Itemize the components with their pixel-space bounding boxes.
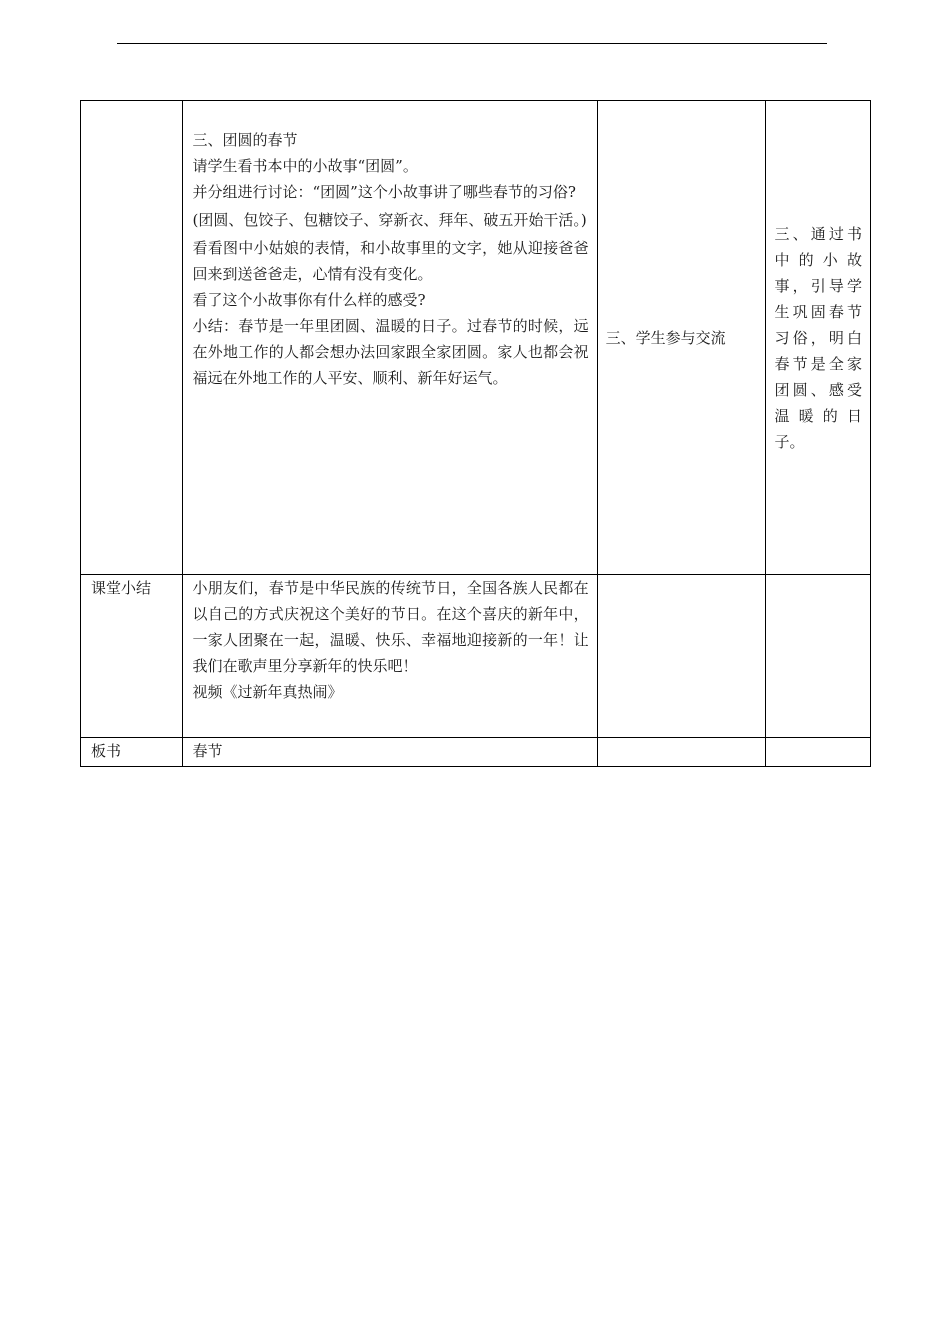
summary-text: 小朋友们，春节是中华民族的传统节日，全国各族人民都在以自己的方式庆祝这个美好的节日。在这个喜庆的新年中，一家人团聚在一起，温暖、快乐、幸福地迎接新的一年！让我们在歌声里分享新年的快乐吧！	[192, 579, 589, 675]
table-row-festival	[81, 101, 871, 575]
festival-discussion: 并分组进行讨论：“团圆”这个小故事讲了哪些春节的习俗?	[192, 183, 576, 201]
board-student-activity	[597, 738, 766, 767]
festival-student-activity: 三、学生参与交流	[597, 101, 766, 575]
lesson-plan-table	[80, 100, 871, 767]
festival-label-cell	[81, 101, 183, 575]
table-row-summary	[81, 575, 871, 738]
festival-content-cell	[182, 101, 597, 575]
board-content-cell: 春节	[182, 738, 597, 767]
festival-customs-list: (团圆、包饺子、包糖饺子、穿新衣、拜年、破五开始干活。)	[192, 211, 587, 229]
festival-design-intent: 三、通过书中的小故事，引导学生巩固春节习俗，明白春节是全家团圆、感受温暖的日子。	[766, 101, 871, 575]
festival-instruction: 请学生看书本中的小故事“团圆”。	[192, 157, 418, 175]
summary-student-activity	[597, 575, 766, 738]
festival-summary: 小结：春节是一年里团圆、温暖的日子。过春节的时候，远在外地工作的人都会想办法回家跟全家团圆。家人也都会祝福远在外地工作的人平安、顺利、新年好运气。	[192, 317, 589, 387]
summary-content-cell	[182, 575, 597, 738]
board-design-intent	[766, 738, 871, 767]
festival-feeling-question: 看了这个小故事你有什么样的感受?	[192, 291, 426, 309]
table-row-board	[81, 738, 871, 767]
festival-heading: 三、团圆的春节	[192, 131, 298, 149]
summary-label-cell: 课堂小结	[81, 575, 183, 738]
board-label-cell: 板书	[81, 738, 183, 767]
summary-video: 视频《过新年真热闹》	[192, 683, 343, 701]
header-rule	[117, 43, 827, 44]
festival-observe: 看看图中小姑娘的表情，和小故事里的文字，她从迎接爸爸回来到送爸爸走，心情有没有变化。	[192, 239, 589, 283]
summary-design-intent	[766, 575, 871, 738]
